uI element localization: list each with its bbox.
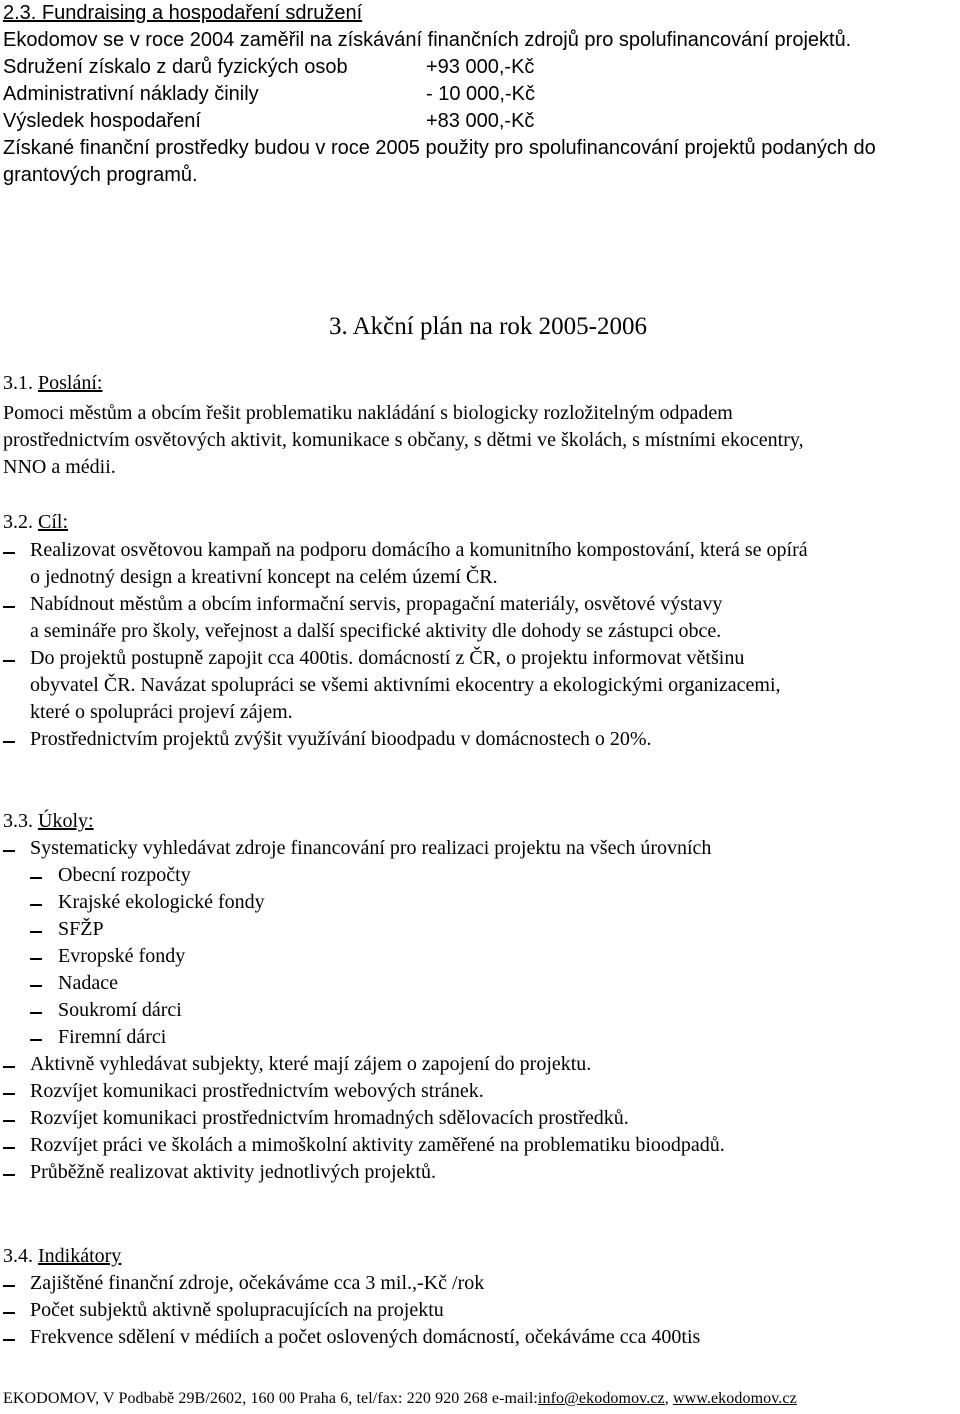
bullet-dash-icon <box>3 1312 15 1314</box>
task-sub-item: Evropské fondy <box>58 945 186 967</box>
task-item: Rozvíjet práci ve školách a mimoškolní aktivity zaměřené na problematiku bioodpadů. <box>30 1134 725 1156</box>
goal-item-line: a semináře pro školy, veřejnost a další specifické aktivity dle dohody se zástupci obce. <box>30 620 722 642</box>
section-3-1-heading-label: Poslání: <box>38 372 103 394</box>
bullet-dash-icon <box>3 1120 15 1122</box>
bullet-dash-icon <box>3 1174 15 1176</box>
section-3-4-heading: 3.4. Indikátory <box>3 1245 122 1267</box>
section-3-1-heading: 3.1. Poslání: <box>3 372 103 394</box>
goal-item-line: které o spolupráci projeví zájem. <box>30 701 293 723</box>
task-sub-item: Krajské ekologické fondy <box>58 891 265 913</box>
mission-text-line: Pomoci městům a obcím řešit problematiku nakládání s biologicky rozložitelným odpadem <box>3 402 733 424</box>
goal-item-line: Nabídnout městům a obcím informační servis, propagační materiály, osvětové výstavy <box>30 593 723 615</box>
bullet-dash-icon <box>3 741 15 743</box>
finance-row-label: Výsledek hospodaření <box>3 110 201 132</box>
usage-text-line: grantových programů. <box>3 164 198 186</box>
indicator-item: Zajištěné finanční zdroje, očekáváme cca 3 mil.,-Kč /rok <box>30 1272 485 1294</box>
bullet-dash-icon <box>3 1147 15 1149</box>
sub-bullet-dash-icon <box>30 904 42 906</box>
finance-row-label: Administrativní náklady činily <box>3 83 259 105</box>
goal-item-line: Do projektů postupně zapojit cca 400tis. domácností z ČR, o projektu informovat většinu <box>30 647 745 669</box>
task-item: Rozvíjet komunikaci prostřednictvím webových stránek. <box>30 1080 484 1102</box>
section-3-2-heading-label: Cíl: <box>38 511 69 533</box>
footer-address: EKODOMOV, V Podbabě 29B/2602, 160 00 Praha 6, tel/fax: 220 920 268 e-mail: <box>3 1390 538 1407</box>
footer-website-link[interactable]: www.ekodomov.cz <box>672 1390 797 1407</box>
bullet-dash-icon <box>3 850 15 852</box>
finance-row <box>3 81 535 108</box>
goal-item-line: Realizovat osvětovou kampaň na podporu domácího a komunitního kompostování, která se opírá <box>30 539 808 561</box>
sub-bullet-dash-icon <box>30 958 42 960</box>
task-sub-item: Soukromí dárci <box>58 999 182 1021</box>
section-2-3-intro: Ekodomov se v roce 2004 zaměřil na získávání finančních zdrojů pro spolufinancování projektů. <box>3 29 852 51</box>
finance-row <box>3 108 535 135</box>
task-item: Aktivně vyhledávat subjekty, které mají zájem o zapojení do projektu. <box>30 1053 592 1075</box>
goal-item-line: Prostřednictvím projektů zvýšit využívání bioodpadu v domácnostech o 20%. <box>30 728 652 750</box>
section-3-2-heading: 3.2. Cíl: <box>3 511 69 533</box>
bullet-dash-icon <box>3 1066 15 1068</box>
task-item: Rozvíjet komunikaci prostřednictvím hromadných sdělovacích prostředků. <box>30 1107 629 1129</box>
goal-item-line: obyvatel ČR. Navázat spolupráci se všemi aktivními ekocentry a ekologickými organizacemi, <box>30 674 781 696</box>
finance-row <box>3 54 535 81</box>
bullet-dash-icon <box>3 552 15 554</box>
section-3-title: 3. Akční plán na rok 2005-2006 <box>329 313 648 340</box>
footer-email-link[interactable]: info@ekodomov.cz <box>537 1390 665 1407</box>
goal-item-line: o jednotný design a kreativní koncept na celém území ČR. <box>30 566 498 588</box>
finance-row-label: Sdružení získalo z darů fyzických osob <box>3 56 348 78</box>
footer <box>3 1389 797 1409</box>
bullet-dash-icon <box>3 1339 15 1341</box>
section-3-3-heading-label: Úkoly: <box>38 810 94 832</box>
sub-bullet-dash-icon <box>30 1039 42 1041</box>
bullet-dash-icon <box>3 1285 15 1287</box>
section-3-3-heading: 3.3. Úkoly: <box>3 810 94 832</box>
usage-text-line: Získané finanční prostředky budou v roce 2005 použity pro spolufinancování projektů podaných do <box>3 137 876 159</box>
mission-text-line: NNO a médii. <box>3 456 116 478</box>
mission-text-line: prostřednictvím osvětových aktivit, komunikace s občany, s dětmi ve školách, s místními ekocentry, <box>3 429 804 451</box>
finance-row-amount: +93 000,-Kč <box>426 56 535 78</box>
section-3-4-heading-label: Indikátory <box>38 1245 122 1267</box>
sub-bullet-dash-icon <box>30 877 42 879</box>
task-item: Průběžně realizovat aktivity jednotlivých projektů. <box>30 1161 436 1183</box>
task-sub-item: Nadace <box>58 972 118 994</box>
finance-row-amount: +83 000,-Kč <box>426 110 535 132</box>
finance-row-amount: - 10 000,-Kč <box>426 83 535 105</box>
bullet-dash-icon <box>3 606 15 608</box>
indicator-item: Frekvence sdělení v médiích a počet oslovených domácností, očekáváme cca 400tis <box>30 1326 701 1348</box>
footer-separator: , <box>664 1390 673 1407</box>
sub-bullet-dash-icon <box>30 1012 42 1014</box>
bullet-dash-icon <box>3 660 15 662</box>
sub-bullet-dash-icon <box>30 985 42 987</box>
task-sub-item: Firemní dárci <box>58 1026 167 1048</box>
task-item: Systematicky vyhledávat zdroje financování pro realizaci projektu na všech úrovních <box>30 837 712 859</box>
sub-bullet-dash-icon <box>30 931 42 933</box>
task-sub-item: Obecní rozpočty <box>58 864 191 886</box>
task-sub-item: SFŽP <box>58 918 104 940</box>
indicator-item: Počet subjektů aktivně spolupracujících na projektu <box>30 1299 444 1321</box>
bullet-dash-icon <box>3 1093 15 1095</box>
section-2-3-heading: 2.3. Fundraising a hospodaření sdružení <box>3 2 363 24</box>
